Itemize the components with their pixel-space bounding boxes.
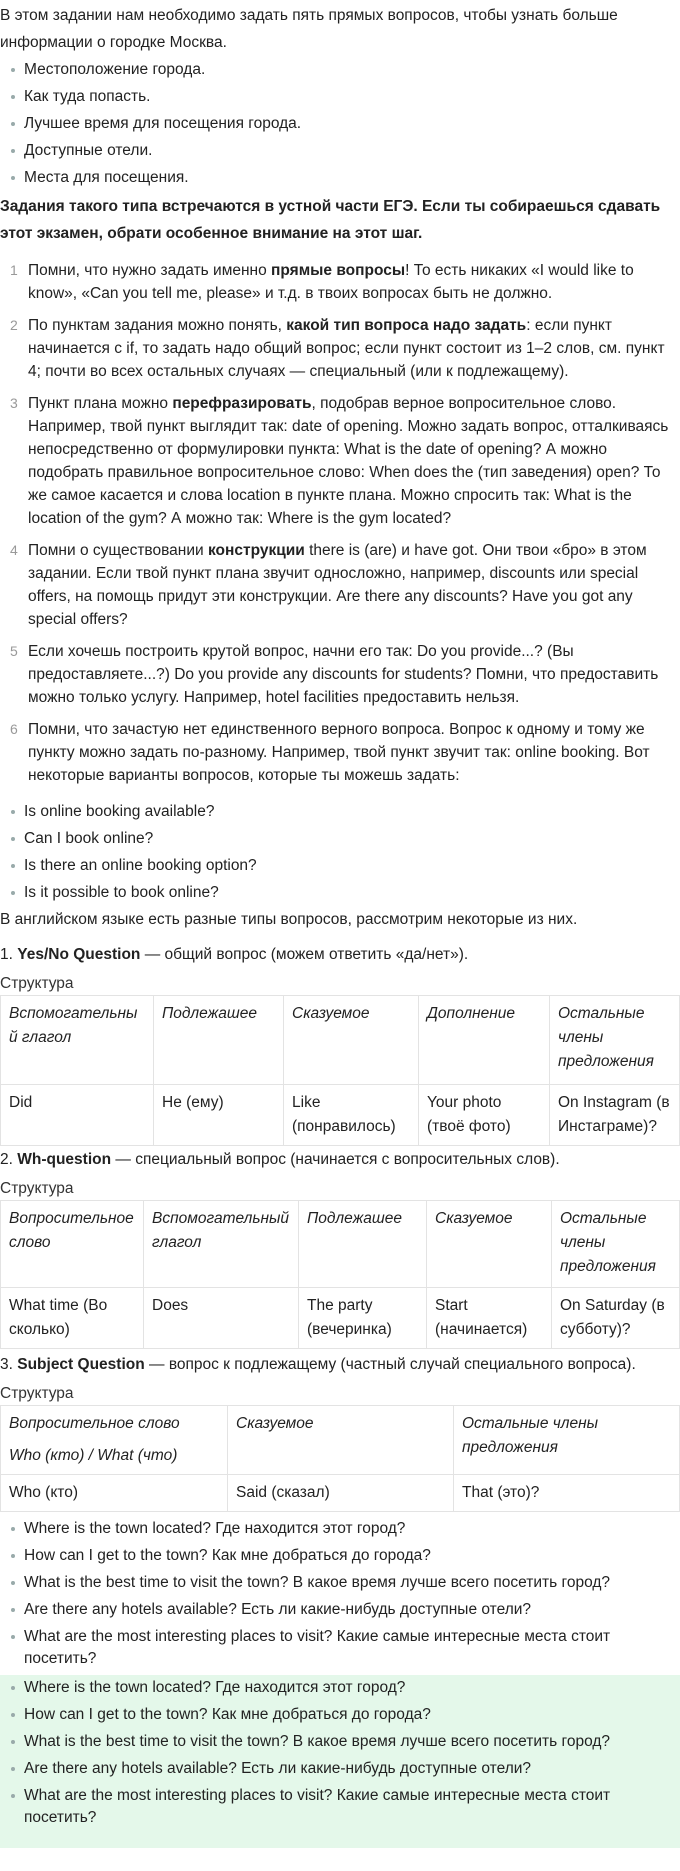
table-cell: He (ему) — [154, 1085, 284, 1146]
tip-number: 1 — [10, 262, 18, 278]
tip-text: Помни, что зачастую нет единственного верного вопроса. Вопрос к одному и тому же пункту можно задать по-разному. Например, твой пункт звучит так: online booking. Вот некоторые варианты вопросов, которые ты можешь задать: — [28, 721, 650, 784]
table-header-cell: Остальные члены предложения — [552, 1201, 680, 1288]
structure-label: Структура — [0, 1385, 74, 1402]
list-item: Is it possible to book online? — [10, 882, 680, 904]
header-text: Вопросительное слово — [9, 1415, 180, 1432]
tip-text: Помни о существовании — [28, 542, 208, 559]
tip-text: , подобрав верное вопросительное слово. Например, твой пункт выглядит так: date of opening. Можно задать вопрос, отталкиваясь непосредственно от формулировки пункта: What is the date of opening? А можно подобрать правильное вопросительное слово: When does the (тип заведения) open? То же самое касается и слова location в пункте плана. Можно спросить так: What is the location of the gym? А можно так: Where is the gym located? — [28, 395, 669, 527]
section-title: Wh-question — [17, 1151, 112, 1168]
table-cell: Does — [144, 1288, 299, 1349]
table-header-cell: Дополнение — [419, 996, 550, 1085]
tip-emphasis: какой тип вопроса надо задать — [286, 317, 527, 334]
tip-item — [0, 314, 680, 383]
table-header-cell: Вспомогательный глагол — [1, 996, 154, 1085]
table-cell: The party (вечеринка) — [299, 1288, 427, 1349]
tip-item — [0, 640, 680, 709]
table-header-cell: Остальные члены предложения — [454, 1406, 680, 1475]
list-item: What are the most interesting places to visit? Какие самые интересные места стоит посетить? — [10, 1626, 680, 1670]
structure-label: Структура — [0, 1180, 74, 1197]
tip-item — [0, 392, 680, 530]
table-cell: Like (понравилось) — [284, 1085, 419, 1146]
tip-item — [0, 718, 680, 787]
table-cell: That (это)? — [454, 1475, 680, 1512]
tips-list — [0, 259, 680, 787]
questions-list — [0, 1518, 680, 1670]
booking-variants — [0, 801, 680, 904]
section-title: Subject Question — [17, 1356, 145, 1373]
list-item: How can I get to the town? Как мне добраться до города? — [10, 1704, 680, 1726]
tip-text: there is (are) и have got. Они твои «бро» в этом задании. Если твой пункт плана звучит односложно, например, discounts или special offers, на помощь придут эти конструкции. Are there any discounts? Have you got any special offers? — [28, 542, 647, 628]
table-cell: Said (сказал) — [228, 1475, 454, 1512]
tip-number: 2 — [10, 317, 18, 333]
tip-text: Помни, что нужно задать именно — [28, 262, 272, 279]
table-cell: Your photo (твоё фото) — [419, 1085, 550, 1146]
tip-item — [0, 539, 680, 631]
tip-text: : если пункт начинается с if, то задать надо общий вопрос; если пункт состоит из 1–2 слов, см. пункт 4; почти во всех остальных случаях — специальный (или к подлежащему). — [28, 317, 665, 380]
list-item: Лучшее время для посещения города. — [10, 110, 680, 137]
list-item: Is there an online booking option? — [10, 855, 680, 877]
tip-item — [0, 259, 680, 305]
table-header-cell — [1, 1406, 228, 1475]
tip-emphasis: перефразировать — [172, 395, 312, 412]
section-yes-no — [0, 943, 680, 967]
tip-number: 4 — [10, 542, 18, 558]
structure-label: Структура — [0, 975, 74, 992]
tip-emphasis: прямые вопросы — [271, 262, 406, 279]
wh-table — [0, 1200, 680, 1349]
list-item: What is the best time to visit the town? В какое время лучше всего посетить город? — [10, 1572, 680, 1594]
list-item: Доступные отели. — [10, 137, 680, 164]
list-item: Места для посещения. — [10, 164, 680, 191]
section-number: 1. — [0, 946, 18, 963]
list-item: Where is the town located? Где находится этот город? — [10, 1677, 680, 1699]
table-cell: What time (Во сколько) — [1, 1288, 144, 1349]
section-number: 3. — [0, 1356, 18, 1373]
answer-list — [0, 1677, 680, 1829]
table-cell: On Saturday (в субботу)? — [552, 1288, 680, 1349]
tip-text: Пункт плана можно — [28, 395, 173, 412]
answer-block — [0, 1675, 680, 1848]
table-header-cell: Сказуемое — [427, 1201, 552, 1288]
tip-text: По пунктам задания можно понять, — [28, 317, 287, 334]
section-desc: — общий вопрос (можем ответить «да/нет»). — [140, 946, 469, 963]
table-header-cell: Подлежашее — [154, 996, 284, 1085]
topics-list — [0, 56, 680, 191]
tip-text: ! То есть никаких «I would like to know», «Can you tell me, please» и т.д. в твоих вопросах быть не должно. — [28, 262, 634, 302]
section-number: 2. — [0, 1151, 18, 1168]
section-desc: — вопрос к подлежащему (частный случай специального вопроса). — [144, 1356, 636, 1373]
tip-number: 3 — [10, 395, 18, 411]
table-cell: Who (кто) — [1, 1475, 228, 1512]
section-subject — [0, 1353, 680, 1377]
subject-table — [0, 1405, 680, 1512]
section-desc: — специальный вопрос (начинается с вопросительных слов). — [111, 1151, 560, 1168]
list-item: How can I get to the town? Как мне добраться до города? — [10, 1545, 680, 1567]
list-item: Is online booking available? — [10, 801, 680, 823]
table-cell: Did — [1, 1085, 154, 1146]
tip-emphasis: конструкции — [207, 542, 305, 559]
table-header-cell: Сказуемое — [228, 1406, 454, 1475]
list-item: Where is the town located? Где находится этот город? — [10, 1518, 680, 1540]
list-item: What is the best time to visit the town? В какое время лучше всего посетить город? — [10, 1731, 680, 1753]
table-header-cell: Подлежашее — [299, 1201, 427, 1288]
list-item: Are there any hotels available? Есть ли какие-нибудь доступные отели? — [10, 1758, 680, 1780]
tip-number: 6 — [10, 721, 18, 737]
table-header-cell: Вопросительное слово — [1, 1201, 144, 1288]
intro-text: В этом задании нам необходимо задать пять прямых вопросов, чтобы узнать больше информации о городке Москва. — [0, 7, 618, 51]
list-item: What are the most interesting places to visit? Какие самые интересные места стоит посетить? — [10, 1785, 680, 1829]
section-wh — [0, 1148, 680, 1172]
exam-note: Задания такого типа встречаются в устной части ЕГЭ. Если ты собираешься сдавать этот экзамен, обрати особенное внимание на этот шаг. — [0, 198, 661, 242]
table-header-cell: Вспомогательный глагол — [144, 1201, 299, 1288]
types-intro: В английском языке есть разные типы вопросов, рассмотрим некоторые из них. — [0, 911, 578, 928]
yes-no-table — [0, 995, 680, 1146]
list-item: Местоположение города. — [10, 56, 680, 83]
table-header-cell: Сказуемое — [284, 996, 419, 1085]
list-item: Can I book online? — [10, 828, 680, 850]
list-item: Are there any hotels available? Есть ли какие-нибудь доступные отели? — [10, 1599, 680, 1621]
tip-number: 5 — [10, 643, 18, 659]
table-cell: On Instagram (в Инстаграме)? — [550, 1085, 680, 1146]
section-title: Yes/No Question — [17, 946, 141, 963]
header-text: Who (кто) / What (что) — [9, 1447, 178, 1464]
table-header-cell: Остальные члены предложения — [550, 996, 680, 1085]
table-cell: Start (начинается) — [427, 1288, 552, 1349]
list-item: Как туда попасть. — [10, 83, 680, 110]
tip-text: Если хочешь построить крутой вопрос, начни его так: Do you provide...? (Вы предоставляете...?) Do you provide any discounts for students? Помни, что предоставить можно только услугу. Например, hotel facilities предоставить нельзя. — [28, 643, 659, 706]
